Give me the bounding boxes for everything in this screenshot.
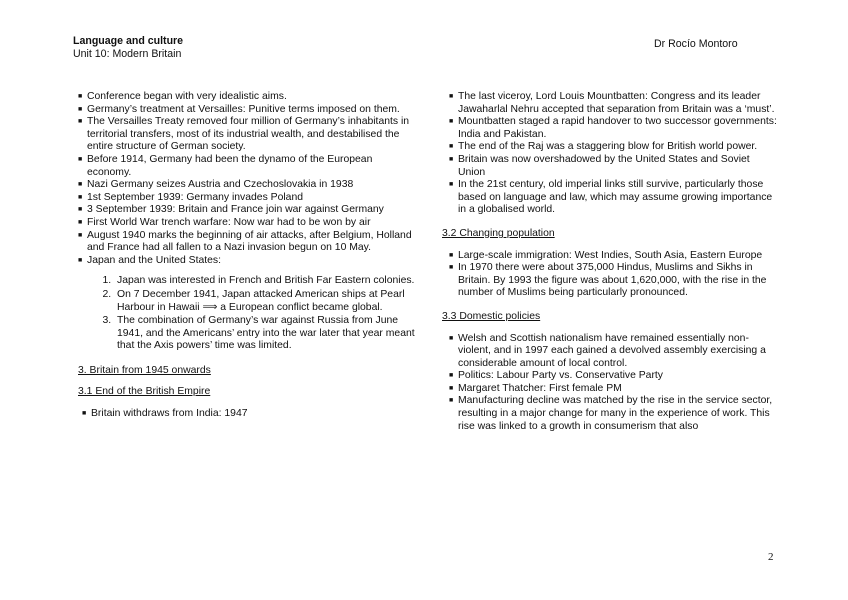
list-item: ■ Politics: Labour Party vs. Conservative Party bbox=[449, 370, 664, 382]
course-title: Language and culture bbox=[73, 35, 184, 47]
list-item: ■ Nazi Germany seizes Austria and Czechoslovakia in 1938 bbox=[78, 179, 354, 191]
list-item: ■ Large-scale immigration: West Indies, South Asia, Eastern Europe bbox=[449, 249, 763, 261]
bullet-list-3-1 bbox=[82, 408, 418, 421]
list-item: ■ Japan and the United States: bbox=[78, 254, 222, 266]
list-item: ■ Manufacturing decline was matched by the rise in the service sector, resulting in a major change for many in the experience of work. This rise was linked to a growth in consumerism that also bbox=[449, 395, 773, 432]
left-bullet-list bbox=[78, 91, 418, 267]
list-item: ■ The Versailles Treaty removed four million of Germany’s inhabitants in territorial transfers, most of its industrial wealth, and destabilised the entire structure of German society. bbox=[78, 116, 410, 153]
list-item: ■ The last viceroy, Lord Louis Mountbatten: Congress and its leader Jawaharlal Nehru accepted that separation from Britain was a ‘must’. bbox=[449, 91, 775, 115]
bullet-list-3-3 bbox=[449, 333, 779, 434]
numbered-item: 1. Japan was interested in French and British Far Eastern colonies. bbox=[114, 275, 418, 288]
list-item: ■ In 1970 there were about 375,000 Hindus, Muslims and Sikhs in Britain. By 1993 the figure was about 1,620,000, with the rise in the number of Muslims being particularly pronounced. bbox=[449, 262, 767, 299]
numbered-list bbox=[78, 275, 418, 353]
left-column bbox=[78, 91, 418, 421]
unit-title: Unit 10: Modern Britain bbox=[73, 48, 182, 60]
list-item: ■ Mountbatten staged a rapid handover to two successor governments: India and Pakistan. bbox=[449, 116, 777, 140]
list-item: ■ August 1940 marks the beginning of air attacks, after Belgium, Holland and France had all fallen to a Nazi invasion begun on 10 May. bbox=[78, 229, 412, 254]
right-bullet-list bbox=[449, 91, 779, 217]
right-column bbox=[442, 91, 779, 433]
list-item: ■ 3 September 1939: Britain and France join war against Germany bbox=[78, 204, 384, 216]
author-name: Dr Rocío Montoro bbox=[654, 38, 738, 50]
numbered-item: 2. On 7 December 1941, Japan attacked American ships at Pearl Harbour in Hawaii ⟹ a European conflict became global. bbox=[114, 289, 418, 314]
list-item: ■ Conference began with very idealistic aims. bbox=[78, 91, 287, 102]
list-item: ■ Welsh and Scottish nationalism have remained essentially non-violent, and in 1997 each gained a devolved assembly exercising a considerable amount of local control. bbox=[449, 332, 766, 369]
list-item: ■ The end of the Raj was a staggering blow for British world power. bbox=[449, 141, 758, 153]
list-item: ■ Margaret Thatcher: First female PM bbox=[449, 382, 622, 394]
list-item: ■ Germany’s treatment at Versailles: Punitive terms imposed on them. bbox=[78, 103, 400, 115]
numbered-item: 3. The combination of Germany’s war against Russia from June 1941, and the Americans’ entry into the war later that year meant that the Axis powers’ time was limited. bbox=[114, 315, 418, 353]
section-heading-3: 3. Britain from 1945 onwards bbox=[78, 364, 211, 376]
list-item: ■ 1st September 1939: Germany invades Poland bbox=[78, 191, 304, 203]
section-heading-3-2: 3.2 Changing population bbox=[442, 227, 555, 239]
list-item: ■ Britain was now overshadowed by the United States and Soviet Union bbox=[449, 153, 750, 178]
section-heading-3-3: 3.3 Domestic policies bbox=[442, 310, 541, 322]
bullet-list-3-2 bbox=[449, 250, 779, 300]
section-heading-3-1: 3.1 End of the British Empire bbox=[78, 386, 211, 398]
list-item: ■ Britain withdraws from India: 1947 bbox=[82, 408, 248, 420]
list-item: ■ In the 21st century, old imperial links still survive, particularly those based on language and law, which may assume growing importance in a globalised world. bbox=[449, 179, 773, 216]
list-item: ■ Before 1914, Germany had been the dynamo of the European economy. bbox=[78, 153, 373, 178]
page-number: 2 bbox=[768, 551, 774, 563]
list-item: ■ First World War trench warfare: Now war had to be won by air bbox=[78, 216, 371, 228]
